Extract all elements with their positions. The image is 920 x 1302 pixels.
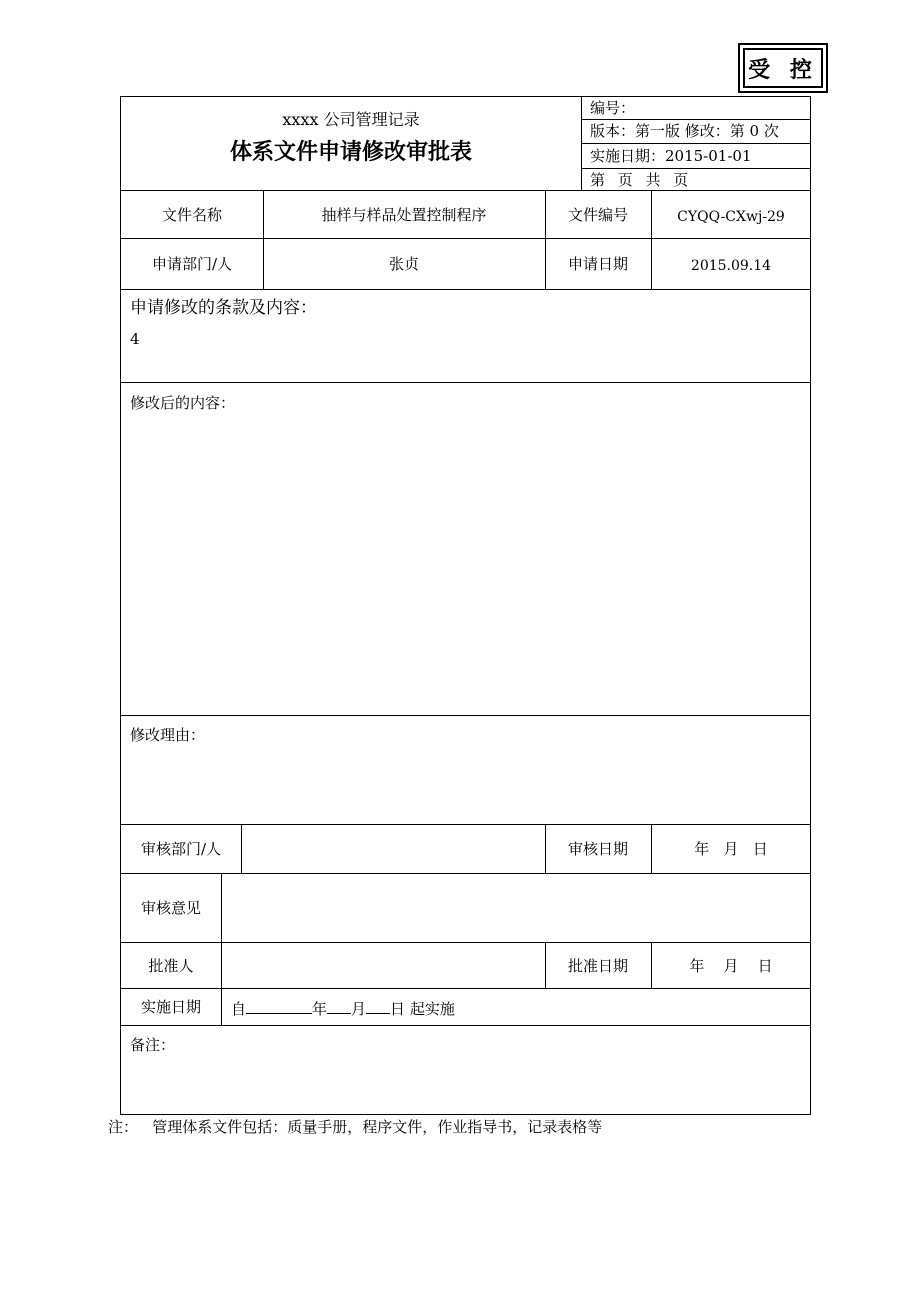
header-row-line — [581, 168, 811, 169]
reason-label: 修改理由： — [130, 726, 206, 744]
number-label: 编号： — [590, 99, 636, 117]
row-line — [121, 942, 811, 943]
row-line — [121, 190, 811, 191]
review-date-value: 年 月 日 — [694, 840, 768, 858]
remarks-label: 备注： — [130, 1036, 176, 1054]
implementation-suffix: 起实施 — [409, 1000, 455, 1018]
year-blank — [246, 997, 312, 1014]
applicant-dept-label: 申请部门/人 — [151, 255, 233, 273]
controlled-stamp — [738, 43, 828, 93]
file-code-label: 文件编号 — [567, 206, 628, 224]
month-unit: 月 — [351, 1000, 367, 1018]
col-line — [221, 942, 222, 988]
applicant-dept-value: 张贞 — [388, 255, 419, 273]
stamp-text: 受 控 — [743, 48, 823, 88]
row-line — [121, 824, 811, 825]
implementation-label: 实施日期 — [140, 998, 201, 1016]
row-line — [121, 715, 811, 716]
file-code-value: CYQQ-CXwj-29 — [677, 209, 785, 225]
approval-date-value: 年 月 日 — [689, 957, 773, 975]
application-date-value: 2015.09.14 — [690, 258, 772, 274]
effective-date-line: 实施日期：2015-01-01 — [590, 147, 752, 165]
col-line — [221, 873, 222, 942]
review-opinion-label: 审核意见 — [140, 899, 201, 917]
review-date-label: 审核日期 — [567, 840, 628, 858]
month-blank — [327, 997, 351, 1014]
page-count-line: 第 页 共 页 — [590, 171, 693, 189]
request-clause-label: 申请修改的条款及内容： — [130, 298, 317, 318]
col-line — [221, 988, 222, 1025]
application-date-label: 申请日期 — [567, 255, 628, 273]
approval-date-label: 批准日期 — [567, 957, 628, 975]
row-line — [121, 238, 811, 239]
review-dept-label: 审核部门/人 — [140, 840, 222, 858]
header-row-line — [581, 143, 811, 144]
day-unit: 日 — [390, 1000, 406, 1018]
implementation-date-line — [231, 997, 455, 1019]
company-record-label: xxxx 公司管理记录 — [282, 110, 420, 129]
request-clause-value: 4 — [130, 330, 140, 348]
file-name-label: 文件名称 — [161, 206, 222, 224]
year-unit: 年 — [312, 1000, 328, 1018]
approver-label: 批准人 — [148, 957, 194, 975]
header-row-line — [581, 119, 811, 120]
row-line — [121, 382, 811, 383]
row-line — [121, 873, 811, 874]
row-line — [121, 289, 811, 290]
file-name-value: 抽样与样品处置控制程序 — [321, 206, 487, 224]
row-line — [121, 1025, 811, 1026]
version-line: 版本：第一版 修改：第 0 次 — [590, 122, 779, 140]
row-line — [121, 988, 811, 989]
footnote: 注： 管理体系文件包括：质量手册，程序文件，作业指导书，记录表格等 — [108, 1118, 603, 1136]
form-title: 体系文件申请修改审批表 — [229, 140, 472, 165]
col-line — [241, 824, 242, 873]
day-blank — [366, 997, 390, 1014]
modified-content-label: 修改后的内容： — [130, 394, 236, 412]
implementation-prefix: 自 — [231, 1000, 247, 1018]
